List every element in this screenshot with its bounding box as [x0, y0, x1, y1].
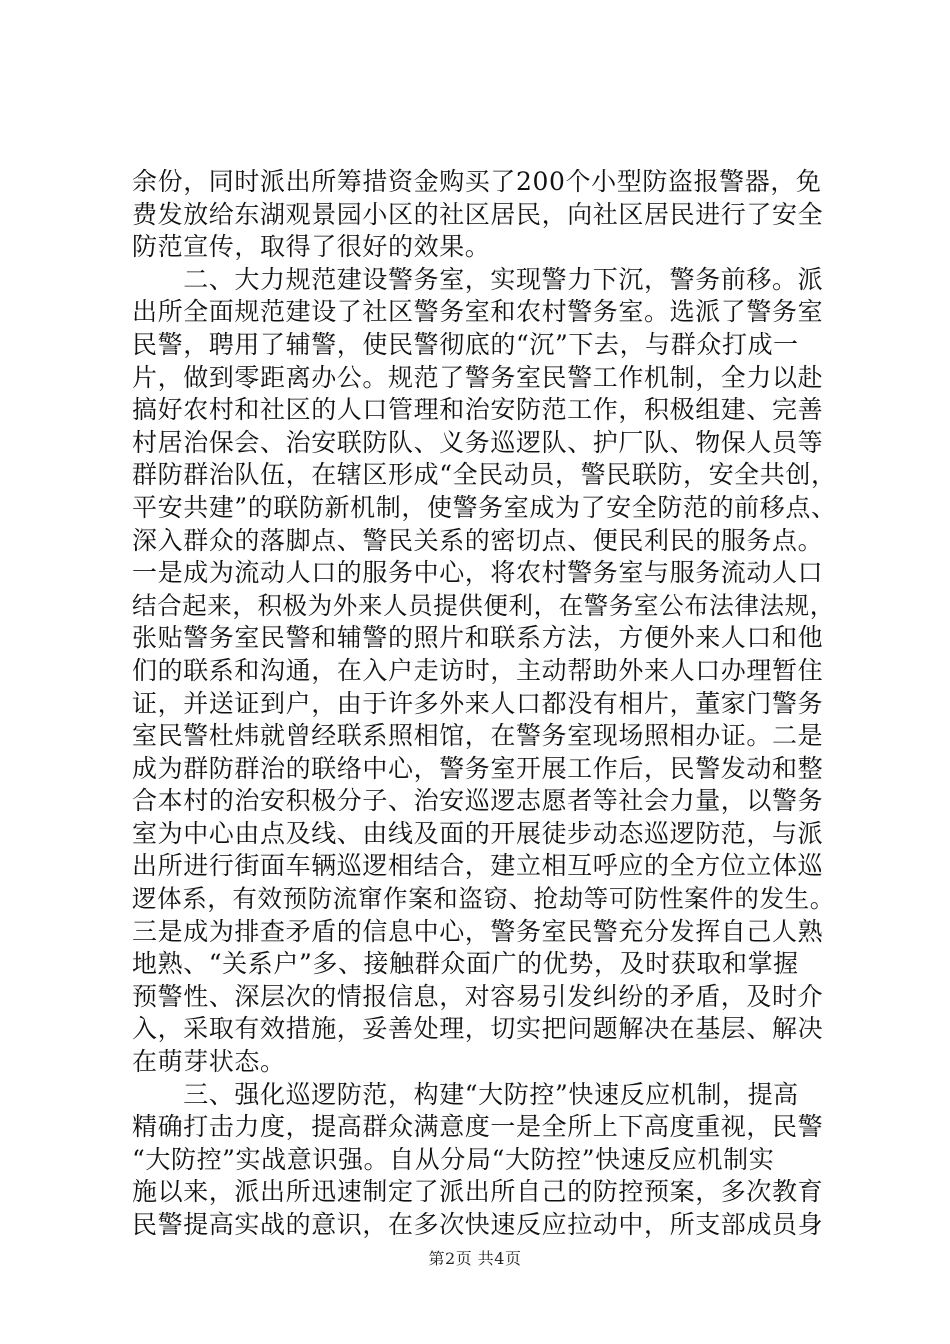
page-footer: 第2页 共4页	[428, 1249, 522, 1268]
text-line: 们的联系和沟通，在入户走访时，主动帮助外来人口办理暂住	[132, 655, 824, 685]
text-line: 施以来，派出所迅速制定了派出所自己的防控预案，多次教育	[132, 1177, 824, 1207]
text-line: 二、大力规范建设警务室，实现警力下沉，警务前移。派	[132, 264, 824, 294]
text-line: “大防控”实战意识强。自从分局“大防控”快速反应机制实	[132, 1144, 775, 1174]
text-line: 预警性、深层次的情报信息，对容易引发纠纷的矛盾，及时介	[132, 981, 824, 1011]
text-line: 防范宣传，取得了很好的效果。	[132, 232, 491, 262]
text-line: 室民警杜炜就曾经联系照相馆，在警务室现场照相办证。二是	[132, 721, 824, 751]
text-line: 地熟、“关系户”多、接触群众面广的优势，及时获取和掌握	[132, 949, 799, 979]
text-line: 余份，同时派出所筹措资金购买了200个小型防盗报警器，免	[132, 167, 822, 196]
text-line: 民警提高实战的意识，在多次快速反应拉动中，所支部成员身	[132, 1210, 824, 1239]
text-line: 证，并送证到户，由于许多外来人口都没有相片，董家门警务	[132, 688, 824, 718]
text-line: 三、强化巡逻防范，构建“大防控”快速反应机制，提高	[132, 1079, 799, 1109]
text-line: 精确打击力度，提高群众满意度一是全所上下高度重视，民警	[132, 1112, 824, 1142]
text-line: 群防群治队伍，在辖区形成“全民动员，警民联防，安全共创，	[132, 460, 837, 490]
text-line: 一是成为流动人口的服务中心，将农村警务室与服务流动人口	[132, 558, 824, 588]
text-line: 成为群防群治的联络中心，警务室开展工作后，民警发动和整	[132, 753, 824, 783]
text-line: 民警，聘用了辅警，使民警彻底的“沉”下去，与群众打成一	[132, 329, 799, 359]
text-line: 平安共建”的联防新机制，使警务室成为了安全防范的前移点、	[132, 492, 837, 522]
text-line: 片，做到零距离办公。规范了警务室民警工作机制，全力以赴	[132, 362, 824, 392]
text-line: 出所全面规范建设了社区警务室和农村警务室。选派了警务室	[132, 297, 824, 327]
text-line: 出所进行街面车辆巡逻相结合，建立相互呼应的全方位立体巡	[132, 851, 824, 881]
text-line: 逻体系，有效预防流窜作案和盗窃、抢劫等可防性案件的发生。	[132, 884, 835, 914]
document-body	[132, 166, 838, 1242]
text-line: 搞好农村和社区的人口管理和治安防范工作，积极组建、完善	[132, 395, 824, 425]
text-line: 在萌芽状态。	[132, 1047, 286, 1077]
text-line: 入，采取有效措施，妥善处理，切实把问题解决在基层、解决	[132, 1014, 824, 1044]
text-line: 费发放给东湖观景园小区的社区居民，向社区居民进行了安全	[132, 199, 824, 229]
text-line: 结合起来，积极为外来人员提供便利，在警务室公布法律法规，	[132, 590, 835, 620]
text-line: 三是成为排查矛盾的信息中心，警务室民警充分发挥自己人熟	[132, 916, 824, 946]
text-line: 深入群众的落脚点、警民关系的密切点、便民利民的服务点。	[132, 525, 824, 555]
text-line: 合本村的治安积极分子、治安巡逻志愿者等社会力量，以警务	[132, 786, 824, 816]
text-line: 张贴警务室民警和辅警的照片和联系方法，方便外来人口和他	[132, 623, 824, 653]
text-line: 村居治保会、治安联防队、义务巡逻队、护厂队、物保人员等	[132, 427, 824, 457]
text-line: 室为中心由点及线、由线及面的开展徒步动态巡逻防范，与派	[132, 818, 824, 848]
